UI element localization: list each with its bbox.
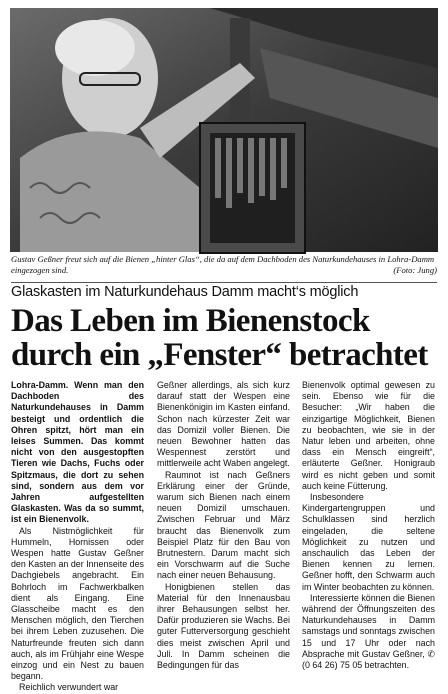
article-photo bbox=[10, 8, 438, 252]
paragraph: Honigbienen stellen das Material für den Innenausbau ihrer Behausungen selbst her. Dafür produzieren sie Wachs. Bei guter Futterversorgung geschieht dies meist zwischen April und Juli. In Damm scheinen die Bedingungen für das bbox=[157, 581, 290, 671]
column-3 bbox=[302, 380, 435, 671]
article-body bbox=[11, 380, 437, 693]
caption-text: Gustav Geßner freut sich auf die Bienen „hinter Glas“, die da auf dem Dachboden des Naturkundehauses in Lohra-Damm eingezogen sind. bbox=[11, 254, 435, 275]
photo-credit: (Foto: Jung) bbox=[393, 265, 437, 275]
kicker: Glaskasten im Naturkundehaus Damm macht‘s möglich bbox=[11, 282, 437, 300]
paragraph: Interessierte können die Bienen während der Öffnungszeiten des Naturkundehauses in Damm samstags und sonntags zwischen 15 und 17 Uhr oder nach Absprache mit Gustav Geßner, ✆ (0 64 26) 75 05 betrachten. bbox=[302, 592, 435, 671]
column-2 bbox=[157, 380, 290, 671]
headline bbox=[11, 304, 437, 372]
paragraph: Reichlich verwundert war bbox=[19, 682, 119, 693]
paragraph: Als Nistmöglichkeit für Hummeln, Hornissen oder Wespen hatte Gustav Geßner den Kasten an der Innenseite des Dachgiebels angebracht. Ein Bohrloch im Fachwerkbalken dient als Eingang. Eine Glasscheibe macht es den Menschen möglich, den Tierchen bei ihrem Leben zuzusehen. Die Naturfreunde freuten sich dann auch, als im Frühjahr eine Wespe einzog und ein Nest zu bauen begann. bbox=[11, 525, 144, 682]
paragraph: Geßner allerdings, als sich kurz darauf statt der Wespen eine Bienenkönigin im Kasten einfand. Schon nach kürzester Zeit war das Domizil voller Bienen. Die neuen Bewohner hatten das Wespennest zerstört und mittlerweile acht Waben angelegt. bbox=[157, 380, 290, 469]
headline-line-2: durch ein „Fenster“ betrachtet bbox=[11, 337, 428, 373]
column-1 bbox=[11, 380, 144, 694]
paragraph: Insbesondere Kindergartengruppen und Schulklassen sind herzlich eingeladen, die seltene Möglichkeit zu nutzen und anschaulich das Leben der Bienen kennen zu lernen. Geßner hofft, den Schwarm auch im Winter beobachten zu können. bbox=[302, 492, 435, 592]
photo-caption bbox=[11, 254, 437, 276]
photo-illustration bbox=[10, 8, 438, 252]
paragraph: Lohra-Damm. Wenn man den Dachboden des Naturkundehauses in Damm besteigt und ordentlich die Ohren spitzt, hört man ein leises Summen. Das kommt nicht von den ausgestopften Tieren wie Dachs, Fuchs oder Spitzmaus, die dort zu sehen sind, sondern aus dem vor Jahren aufgestellten Glaskasten. Was da so summt, ist ein Bienenvolk. bbox=[11, 380, 144, 525]
paragraph: Raumnot ist nach Geßners Erklärung einer der Gründe, warum sich Bienen nach einem neuen Domizil umschauen. Zwischen Februar und März braucht das Bienenvolk zum Beispiel Platz für den Bau von Brutnestern. Darum macht sich ein Vorschwarm auf die Suche nach einer neuen Behausung. bbox=[157, 469, 290, 581]
headline-line-1: Das Leben im Bienenstock bbox=[11, 303, 370, 339]
paragraph: Bienenvolk optimal gewesen zu sein. Ebenso wie für die Besucher: „Wir haben die einzigartige Möglichkeit, Bienen zu beobachten, wie sie in der Natur leben und arbeiten, ohne dass ein Mensch eingreift“, erläuterte Geßner. Honigraub wird es nicht geben und somit auch keine Fütterung. bbox=[302, 380, 435, 491]
